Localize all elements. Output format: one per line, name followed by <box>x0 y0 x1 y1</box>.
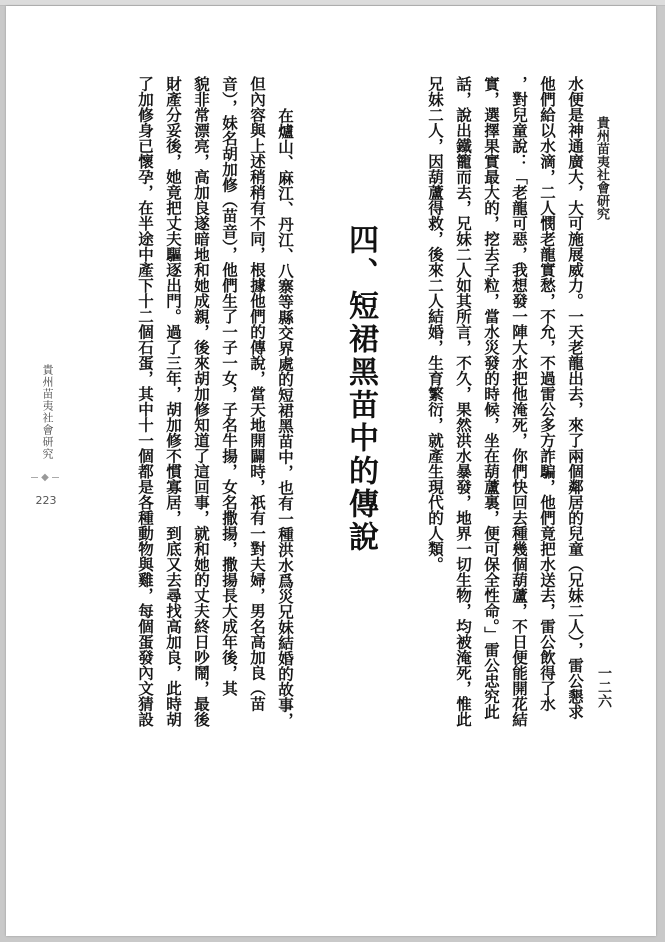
text-column-9: 音），妹名胡加修（苗音），他們生了一子一女，子名牛揚，女名撒揚，撒揚長大成年後，其 <box>220 76 239 696</box>
text-column-2: 他們給以水滴，二人憫老龍實愁，不允，不過雷公多方詐騙，他們竟把水送去，雷公飲得了水 <box>538 76 557 712</box>
scanned-text-block <box>106 76 621 876</box>
text-column-3: ，對兒童說：「老龍可惡，我想發一陣大水把他淹死，你們快回去種幾個葫蘆，不日便能開花結 <box>510 76 529 727</box>
text-column-8: 但內容與上述稍稍有不同，根據他們的傳說，當天地開闢時，祇有一對夫婦，男名高加良（苗 <box>248 76 267 712</box>
section-heading: 四、短裙黑苗中的傳說 <box>343 224 378 554</box>
text-column-4: 實，選擇果實最大的，挖去子粒，當水災發的時候，坐在葫蘆裏，便可保全性命。」雷公忠究此 <box>482 76 501 720</box>
side-page-number: 223 <box>35 494 57 507</box>
running-title: 貴州苗夷社會研究 <box>594 116 609 220</box>
text-column-1: 水便是神通廣大，大可施展威力。一天老龍出去，來了兩個鄰居的兒童（兄妹二人），雷公懇求 <box>566 76 585 720</box>
page-number: 一二六 <box>596 666 612 708</box>
text-column-5: 話，說出鐵籠而去，兄妹二人如其所言，不久，果然洪水暴發，地界一切生物，均被淹死，惟此 <box>454 76 473 727</box>
text-column-7: 在爐山、麻江、丹江、八寨等縣交界處的短裙黑苗中，也有一種洪水爲災兄妹結婚的故事， <box>276 108 295 728</box>
ornament-icon: ◆ <box>37 472 53 482</box>
text-column-6: 兄妹二人，因葫蘆得救，後來二人結婚，生育繁衍，就產生現代的人類。 <box>426 76 445 572</box>
text-column-11: 財產分妥後，她竟把丈夫驅逐出門。過了三年，胡加修不慣寡居，到底又去尋找高加良，此時胡 <box>164 76 183 727</box>
text-column-12: 了加修身已懷孕，在半途中產下十二個石蛋，其中十一個都是各種動物與雞，每個蛋發內文猜設 <box>136 76 155 727</box>
side-book-title: 貴州苗夷社會研究 <box>41 364 54 460</box>
book-page <box>6 6 656 936</box>
text-column-10: 貌非常漂亮，高加良遂暗地和她成親，後來胡加修知道了這回事，就和她的丈夫終日吵鬧，最後 <box>192 76 211 727</box>
